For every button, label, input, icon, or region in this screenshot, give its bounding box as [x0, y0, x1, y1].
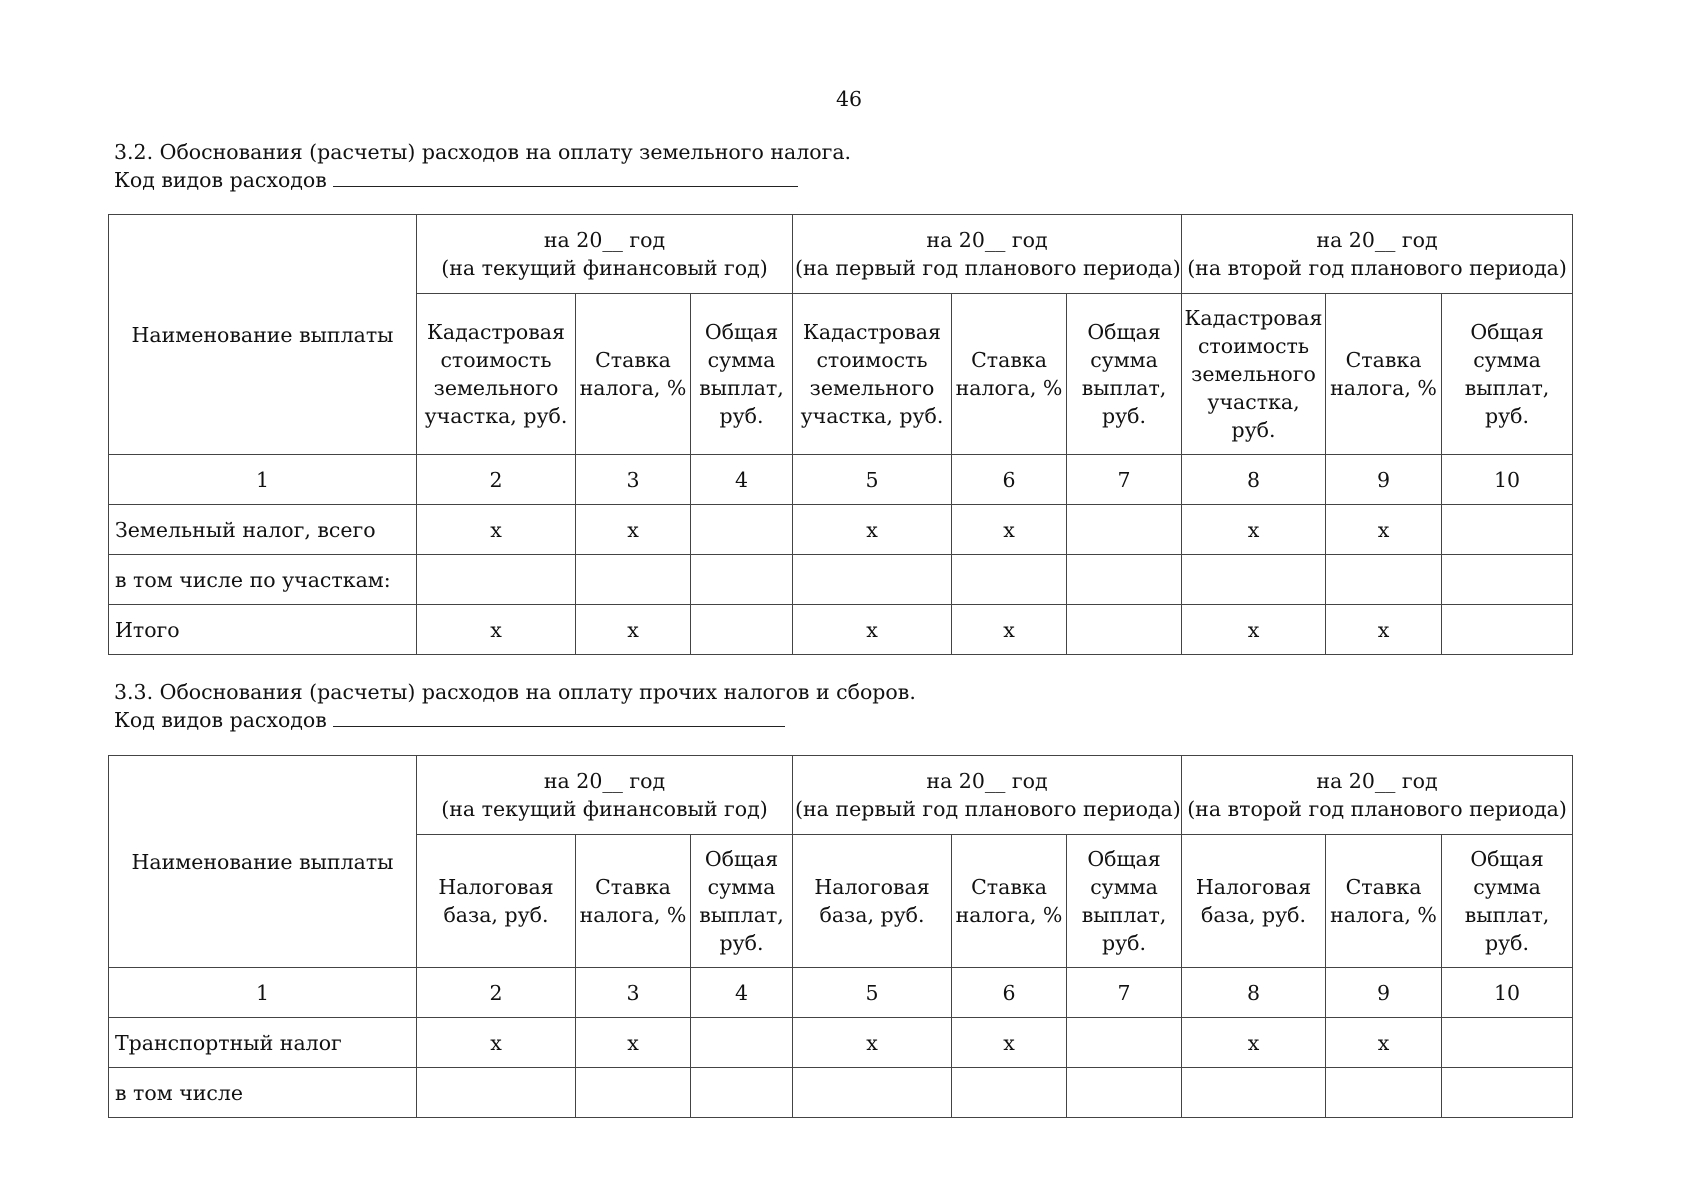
table-cell[interactable] [793, 1068, 952, 1118]
land-tax-table [108, 214, 1573, 655]
section-33-code-blank [333, 710, 785, 727]
table-header-row [109, 215, 1573, 294]
table-cell[interactable] [1182, 555, 1326, 605]
period-year-label: на 20__ год [543, 769, 666, 793]
table-cell[interactable] [793, 555, 952, 605]
section-33-code-label: Код видов расходов [114, 708, 327, 732]
table-cell[interactable] [952, 1068, 1067, 1118]
table-row [109, 1018, 1573, 1068]
header-period-current [417, 215, 793, 294]
table-cell[interactable] [1442, 505, 1573, 555]
header-total-payments: Общая сумма выплат, руб. [1442, 835, 1573, 968]
header-cadastral-value: Кадастровая стоимость земельного участка, руб. [417, 294, 576, 455]
table-cell[interactable] [417, 555, 576, 605]
table-row [109, 605, 1573, 655]
table-cell[interactable]: x [1182, 605, 1326, 655]
row-name: в том числе [109, 1068, 417, 1118]
table-cell[interactable]: x [1182, 1018, 1326, 1068]
table-cell[interactable]: x [1326, 505, 1442, 555]
section-32-title: 3.2. Обоснования (расчеты) расходов на оплату земельного налога. [114, 140, 852, 164]
table-cell[interactable]: x [576, 605, 691, 655]
period-year-label: на 20__ год [1316, 228, 1438, 252]
column-number: 7 [1067, 455, 1182, 505]
period-year-label: на 20__ год [1316, 769, 1438, 793]
table-cell[interactable]: x [1326, 1018, 1442, 1068]
table-cell[interactable]: x [793, 1018, 952, 1068]
header-tax-rate: Ставка налога, % [1326, 294, 1442, 455]
table-cell[interactable] [691, 505, 793, 555]
column-number: 4 [691, 968, 793, 1018]
table-cell[interactable] [952, 555, 1067, 605]
header-tax-base: Налоговая база, руб. [793, 835, 952, 968]
row-name: в том числе по участкам: [109, 555, 417, 605]
period-description: (на первый год планового периода) [795, 797, 1181, 821]
header-period-first-plan [793, 215, 1182, 294]
row-name: Итого [109, 605, 417, 655]
table-cell[interactable] [1442, 605, 1573, 655]
period-description: (на текущий финансовый год) [441, 256, 768, 280]
section-33-code-line [114, 706, 916, 734]
column-number: 10 [1442, 968, 1573, 1018]
header-period-second-plan [1182, 756, 1573, 835]
column-number: 4 [691, 455, 793, 505]
period-description: (на первый год планового периода) [795, 256, 1181, 280]
page-number: 46 [835, 87, 863, 111]
header-tax-base: Налоговая база, руб. [1182, 835, 1326, 968]
table-cell[interactable] [576, 1068, 691, 1118]
header-period-second-plan [1182, 215, 1573, 294]
header-tax-rate: Ставка налога, % [576, 835, 691, 968]
table-cell[interactable] [1442, 1018, 1573, 1068]
section-32-code-blank [333, 170, 798, 187]
column-number: 6 [952, 455, 1067, 505]
table-cell[interactable]: x [576, 1018, 691, 1068]
table-header-row [109, 756, 1573, 835]
table-cell[interactable] [1067, 605, 1182, 655]
section-33-title: 3.3. Обоснования (расчеты) расходов на оплату прочих налогов и сборов. [114, 680, 916, 704]
header-period-first-plan [793, 756, 1182, 835]
table-cell[interactable] [576, 555, 691, 605]
header-total-payments: Общая сумма выплат, руб. [691, 835, 793, 968]
period-year-label: на 20__ год [543, 228, 666, 252]
table-cell[interactable] [1067, 555, 1182, 605]
column-number-row [109, 968, 1573, 1018]
table-cell[interactable] [417, 1068, 576, 1118]
section-32-code-label: Код видов расходов [114, 168, 327, 192]
column-number: 3 [576, 455, 691, 505]
table-cell[interactable]: x [417, 505, 576, 555]
table-cell[interactable] [1442, 1068, 1573, 1118]
column-number: 2 [417, 968, 576, 1018]
table-cell[interactable] [691, 1068, 793, 1118]
table-cell[interactable]: x [1182, 505, 1326, 555]
column-number: 3 [576, 968, 691, 1018]
column-number: 9 [1326, 455, 1442, 505]
section-33-heading [114, 678, 916, 734]
column-number: 1 [109, 968, 417, 1018]
column-number: 8 [1182, 455, 1326, 505]
row-name: Транспортный налог [109, 1018, 417, 1068]
table-row [109, 505, 1573, 555]
table-cell[interactable] [1326, 1068, 1442, 1118]
table-cell[interactable] [1442, 555, 1573, 605]
header-total-payments: Общая сумма выплат, руб. [691, 294, 793, 455]
column-number: 8 [1182, 968, 1326, 1018]
header-period-current [417, 756, 793, 835]
period-year-label: на 20__ год [926, 769, 1048, 793]
header-tax-rate: Ставка налога, % [1326, 835, 1442, 968]
table-cell[interactable] [1067, 1018, 1182, 1068]
period-year-label: на 20__ год [926, 228, 1048, 252]
column-number: 10 [1442, 455, 1573, 505]
column-number: 1 [109, 455, 417, 505]
table-cell[interactable]: x [952, 505, 1067, 555]
table-cell[interactable]: x [576, 505, 691, 555]
header-tax-rate: Ставка налога, % [576, 294, 691, 455]
period-description: (на текущий финансовый год) [441, 797, 768, 821]
row-name: Земельный налог, всего [109, 505, 417, 555]
table-cell[interactable]: x [793, 505, 952, 555]
table-cell[interactable]: x [952, 605, 1067, 655]
other-taxes-table [108, 755, 1573, 1118]
header-tax-rate: Ставка налога, % [952, 835, 1067, 968]
table-cell[interactable] [1067, 505, 1182, 555]
table-row [109, 555, 1573, 605]
table-cell[interactable]: x [793, 605, 952, 655]
period-description: (на второй год планового периода) [1187, 256, 1567, 280]
column-number: 5 [793, 968, 952, 1018]
header-tax-base: Налоговая база, руб. [417, 835, 576, 968]
header-total-payments: Общая сумма выплат, руб. [1067, 835, 1182, 968]
table-cell[interactable] [691, 605, 793, 655]
period-description: (на второй год планового периода) [1187, 797, 1567, 821]
header-cadastral-value: Кадастровая стоимость земельного участка, руб. [793, 294, 952, 455]
header-total-payments: Общая сумма выплат, руб. [1442, 294, 1573, 455]
table-cell[interactable] [1067, 1068, 1182, 1118]
column-number: 2 [417, 455, 576, 505]
table-cell[interactable]: x [417, 605, 576, 655]
header-total-payments: Общая сумма выплат, руб. [1067, 294, 1182, 455]
section-32-code-line [114, 166, 851, 194]
column-number-row [109, 455, 1573, 505]
column-number: 9 [1326, 968, 1442, 1018]
header-name-cell: Наименование выплаты [109, 215, 417, 455]
table-row [109, 1068, 1573, 1118]
table-cell[interactable] [1182, 1068, 1326, 1118]
header-tax-rate: Ставка налога, % [952, 294, 1067, 455]
column-number: 5 [793, 455, 952, 505]
table-cell[interactable] [691, 555, 793, 605]
section-32-heading [114, 138, 851, 194]
header-name-cell: Наименование выплаты [109, 756, 417, 968]
table-cell[interactable]: x [1326, 605, 1442, 655]
table-cell[interactable] [1326, 555, 1442, 605]
header-cadastral-value: Кадастровая стоимость земельного участка, руб. [1182, 294, 1326, 455]
column-number: 6 [952, 968, 1067, 1018]
table-cell[interactable]: x [417, 1018, 576, 1068]
table-cell[interactable]: x [952, 1018, 1067, 1068]
column-number: 7 [1067, 968, 1182, 1018]
table-cell[interactable] [691, 1018, 793, 1068]
